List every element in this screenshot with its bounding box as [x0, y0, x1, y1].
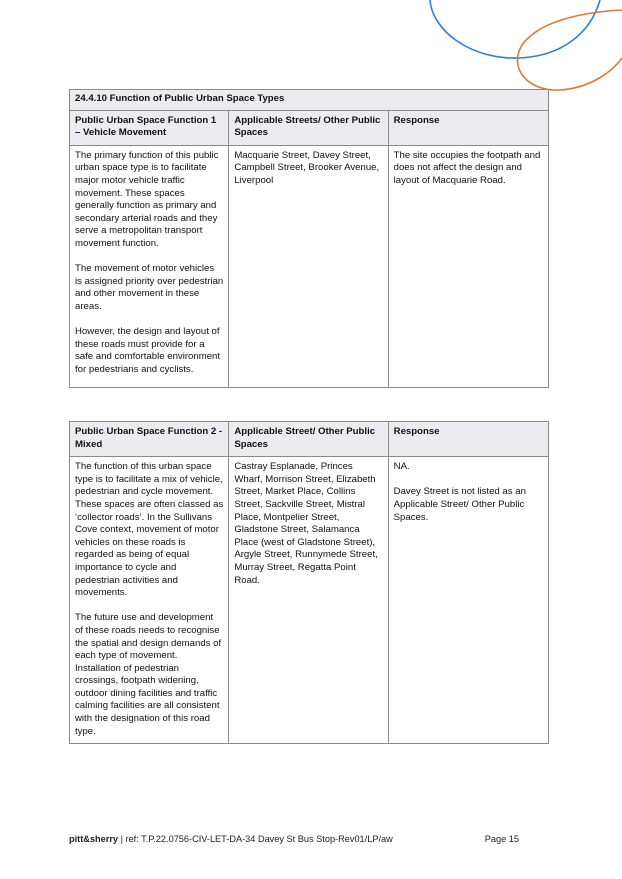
response-cell: The site occupies the footpath and does not affect the design and layout of Macquarie Road. — [388, 145, 548, 387]
page-number: Page 15 — [484, 834, 519, 844]
function-description-cell — [70, 457, 229, 744]
response-paragraph: NA. — [393, 461, 410, 473]
function-1-table — [69, 89, 549, 388]
description-paragraph: The future use and development of these roads needs to recognise the spatial and design demands of each type of movement. Installation of pedestrian crossings, footpath widening, outdoor dining facilities and traffic calming facilities are all consistent with the designation of this road type. — [75, 612, 222, 737]
table-row — [70, 145, 549, 387]
header-applicable-streets: Applicable Street/ Other Public Spaces — [229, 422, 388, 457]
orange-curve — [517, 10, 622, 90]
document-reference: | ref: T.P.22.0756-CIV-LET-DA-34 Davey St Bus Stop-Rev01/LP/aw — [118, 834, 393, 844]
section-title: 24.4.10 Function of Public Urban Space Types — [70, 90, 549, 111]
description-paragraph: The function of this urban space type is to facilitate a mix of vehicle, pedestrian and cycle movement. These spaces are often classed as ‘collector roads’. In the Sullivans Cove context, movement of motor vehicles on these roads is regarded as being of equal importance to cycle and pedestrian activities and movements. — [75, 461, 224, 599]
header-response: Response — [388, 110, 548, 145]
description-paragraph: The primary function of this public urban space type is to facilitate major motor vehicle traffic movement. These spaces generally function as primary and secondary arterial roads and they serve a metropolitan transport movement function. — [75, 149, 219, 249]
blue-curve — [430, 0, 600, 58]
function-2-table — [69, 421, 549, 744]
applicable-streets-cell: Macquarie Street, Davey Street, Campbell Street, Brooker Avenue, Liverpool — [229, 145, 388, 387]
brand-curves-decoration — [0, 0, 622, 100]
applicable-streets-cell: Castray Esplanade, Princes Wharf, Morrison Street, Elizabeth Street, Market Place, Collins Street, Sackville Street, Mistral Place, Montpelier Street, Gladstone Street, Salamanca Place (west of Gladstone Street), Argyle Street, Runnymede Street, Murray Street, Regatta Point Road. — [229, 457, 388, 744]
header-response: Response — [388, 422, 548, 457]
response-cell — [388, 457, 548, 744]
response-paragraph: Davey Street is not listed as an Applicable Street/ Other Public Spaces. — [393, 486, 526, 523]
header-applicable-streets: Applicable Streets/ Other Public Spaces — [229, 110, 388, 145]
header-function: Public Urban Space Function 2 - Mixed — [70, 422, 229, 457]
description-paragraph: The movement of motor vehicles is assigned priority over pedestrian and other movement in these areas. — [75, 263, 224, 312]
brand-name: pitt&sherry — [69, 834, 119, 844]
table-row — [70, 457, 549, 744]
page-footer — [69, 834, 519, 844]
header-function: Public Urban Space Function 1 – Vehicle Movement — [70, 110, 229, 145]
description-paragraph: However, the design and layout of these roads must provide for a safe and comfortable environment for pedestrians and cyclists. — [75, 326, 221, 375]
function-description-cell — [70, 145, 229, 387]
